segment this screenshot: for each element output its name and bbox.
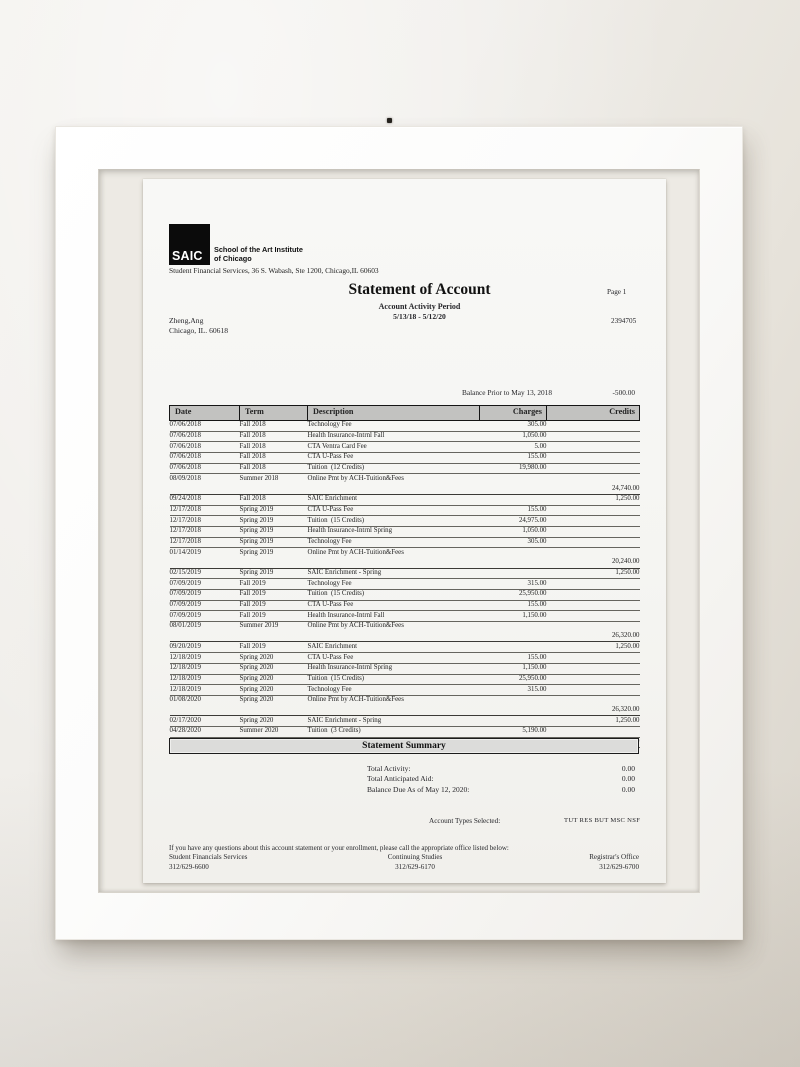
table-row: 01/08/2020 Spring 2020 Online Pmt by ACH-Tuition&Fees [169, 696, 404, 704]
col-header-date: Date [170, 406, 240, 421]
activity-table [169, 405, 640, 748]
summary-label: Total Activity: [367, 764, 411, 773]
footer-note: If you have any questions about this account statement or your enrollment, please call the appropriate office listed below: [169, 844, 509, 852]
table-row: 01/14/2019 Spring 2019 Online Pmt by ACH-Tuition&Fees [169, 548, 404, 556]
department-address: Student Financial Services, 36 S. Wabash, Ste 1200, Chicago,IL 60603 [169, 266, 379, 275]
statement-document [143, 179, 666, 883]
col-header-credits: Credits [547, 406, 640, 421]
table-row: 08/01/2019 Summer 2019 Online Pmt by ACH-Tuition&Fees [169, 622, 404, 630]
account-types-value: TUT RES BUT MSC NSF [564, 817, 641, 824]
summary-value: 0.00 [621, 774, 635, 783]
title-block [173, 281, 666, 321]
account-types-label: Account Types Selected: [429, 817, 501, 825]
office-phone: 312/629-6700 [599, 862, 639, 871]
table-row: 07/09/2019 Fall 2019 Health Insurance-Intrnl Fall 1,150.00 [170, 611, 640, 622]
table-row: 02/17/2020 Spring 2020 SAIC Enrichment - Spring 1,250.00 [170, 716, 640, 727]
table-row: 07/06/2018 Fall 2018 CTA U-Pass Fee 155.00 [170, 453, 640, 464]
activity-table-wrap [169, 405, 639, 748]
table-row: 07/09/2019 Fall 2019 Tuition (15 Credits) 25,950.00 [170, 590, 640, 601]
office-name: Continuing Studies [387, 853, 443, 861]
student-city: Chicago, IL. 60618 [169, 326, 229, 335]
summary-value: 0.00 [621, 764, 635, 773]
table-row: 12/17/2018 Spring 2019 Health Insurance-Intrnl Spring 1,050.00 [170, 526, 640, 537]
office-name: Student Financials Services [169, 853, 248, 861]
table-row: 07/06/2018 Fall 2018 CTA Ventra Card Fee 5.00 [170, 442, 640, 453]
table-row: 24,740.00 [170, 484, 640, 494]
table-row: 09/20/2019 Fall 2019 SAIC Enrichment 1,250.00 [170, 642, 640, 653]
office-phone: 312/629-6170 [395, 862, 435, 871]
saic-logo [169, 224, 210, 265]
table-row: 26,320.00 [170, 632, 640, 642]
student-name: Zheng,Ang [169, 316, 204, 325]
frame-mat [98, 169, 700, 893]
table-row: 12/18/2019 Spring 2020 Tuition (15 Credits) 25,950.00 [170, 674, 640, 685]
col-header-charges: Charges [480, 406, 547, 421]
logo-caption-line1: School of the Art Institute [214, 245, 303, 254]
table-row: 07/06/2018 Fall 2018 Tuition (12 Credits) 19,980.00 [170, 463, 640, 474]
table-row: 07/06/2018 Fall 2018 Technology Fee 305.00 [170, 421, 640, 432]
col-header-description: Description [308, 406, 480, 421]
page-number: Page 1 [607, 288, 627, 296]
student-address-block [169, 316, 228, 336]
table-row: 04/28/2020 Summer 2020 Tuition (3 Credits) 5,190.00 [170, 726, 640, 737]
summary-header-bar: Statement Summary [169, 738, 639, 754]
table-header-row [170, 406, 640, 421]
page-title: Statement of Account [348, 281, 491, 298]
logo-caption-line2: of Chicago [214, 254, 252, 263]
office-block [589, 853, 639, 872]
account-number: 2394705 [611, 317, 637, 325]
office-block [315, 853, 515, 872]
table-row: 07/09/2019 Fall 2019 Technology Fee 315.00 [170, 579, 640, 590]
office-block [169, 853, 247, 872]
saic-logo-text: SAIC [172, 249, 203, 263]
table-row: 09/24/2018 Fall 2018 SAIC Enrichment 1,250.00 [170, 494, 640, 505]
table-row: 20,240.00 [170, 558, 640, 568]
summary-line [367, 785, 635, 794]
table-row: 12/17/2018 Spring 2019 Technology Fee 305.00 [170, 537, 640, 548]
table-row: 08/09/2018 Summer 2018 Online Pmt by ACH-Tuition&Fees [169, 474, 404, 482]
balance-prior-amount: -500.00 [612, 388, 635, 397]
table-row: 26,320.00 [170, 706, 640, 716]
office-phone: 312/629-6600 [169, 862, 209, 871]
logo-caption [214, 245, 303, 263]
table-row: 12/17/2018 Spring 2019 Tuition (15 Credits) 24,975.00 [170, 516, 640, 527]
table-row: 07/09/2019 Fall 2019 CTA U-Pass Fee 155.00 [170, 600, 640, 611]
office-name: Registrar's Office [589, 853, 639, 861]
summary-line [367, 774, 635, 783]
table-row: 07/06/2018 Fall 2018 Health Insurance-Intrnl Fall 1,050.00 [170, 431, 640, 442]
activity-period-dates: 5/13/18 - 5/12/20 [393, 312, 446, 321]
balance-prior-row [462, 388, 635, 397]
summary-line [367, 764, 635, 773]
table-row: 12/17/2018 Spring 2019 CTA U-Pass Fee 155.00 [170, 505, 640, 516]
table-row: 02/15/2019 Spring 2019 SAIC Enrichment - Spring 1,250.00 [170, 568, 640, 579]
nail-icon [387, 118, 392, 123]
summary-label: Total Anticipated Aid: [367, 774, 434, 783]
table-row: 12/18/2019 Spring 2020 Health Insurance-Intrnl Spring 1,150.00 [170, 663, 640, 674]
activity-period-label: Account Activity Period [378, 302, 461, 311]
summary-label: Balance Due As of May 12, 2020: [367, 785, 470, 794]
col-header-term: Term [240, 406, 308, 421]
picture-frame [55, 126, 743, 940]
balance-prior-label: Balance Prior to May 13, 2018 [462, 388, 552, 397]
summary-value: 0.00 [621, 785, 635, 794]
table-row: 12/18/2019 Spring 2020 Technology Fee 315.00 [170, 685, 640, 696]
table-row: 12/18/2019 Spring 2020 CTA U-Pass Fee 155.00 [170, 653, 640, 664]
